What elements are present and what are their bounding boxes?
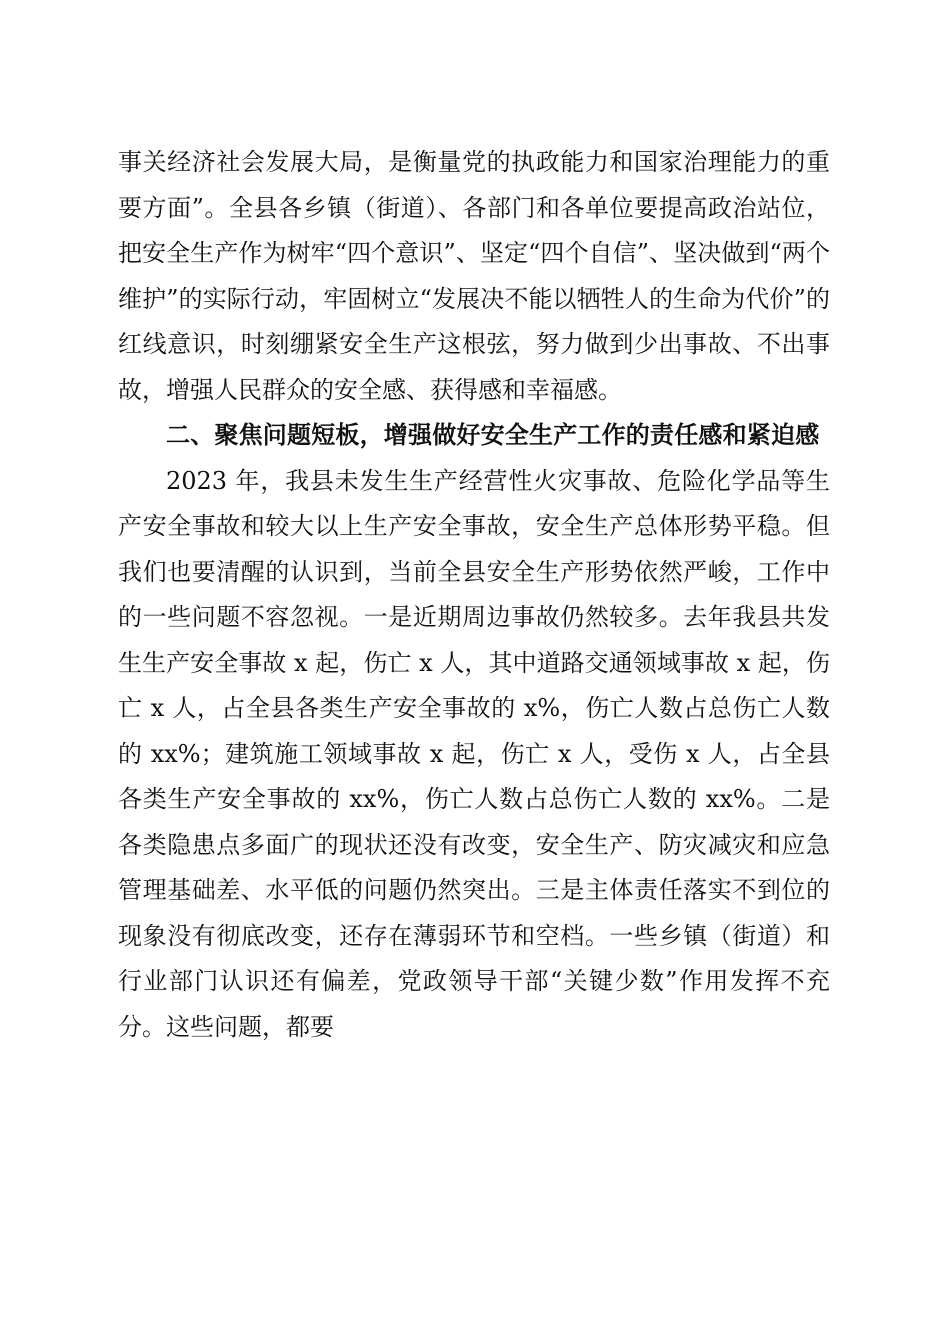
section-heading-2: 二、聚焦问题短板，增强做好安全生产工作的责任感和紧迫感 — [166, 421, 820, 449]
body-paragraph-2: 2023 年，我县未发生生产经营性火灾事故、危险化学品等生产安全事故和较大以上生产安全事故，安全生产总体形势平稳。但我们也要清醒的认识到，当前全县安全生产形势依然严峻，工作中的一些问题不容忽视。一是近期周边事故仍然较多。去年我县共发生生产安全事故 x 起，伤亡 x 人，其中道路交通领域事故 x 起，伤亡 x 人，占全县各类生产安全事故的 x%，伤亡人数占总伤亡人数的 xx%；建筑施工领域事故 x 起，伤亡 x 人，受伤 x 人，占全县各类生产安全事故的 xx%，伤亡人数占总伤亡人数的 xx%。二是各类隐患点多面广的现状还没有改变，安全生产、防灾减灾和应急管理基础差、水平低的问题仍然突出。三是主体责任落实不到位的现象没有彻底改变，还存在薄弱环节和空档。一些乡镇（街道）和行业部门认识还有偏差，党政领导干部“关键少数”作用发挥不充分。这些问题，都要 — [118, 466, 830, 1041]
body-paragraph-1: 事关经济社会发展大局，是衡量党的执政能力和国家治理能力的重要方面”。全县各乡镇（街道）、各部门和各单位要提高政治站位，把安全生产作为树牢“四个意识”、坚定“四个自信”、坚决做到“两个维护”的实际行动，牢固树立“发展决不能以牺牲人的生命为代价”的红线意识，时刻绷紧安全生产这根弦，努力做到少出事故、不出事故，增强人民群众的安全感、获得感和幸福感。 — [118, 148, 830, 404]
document-body — [118, 140, 830, 1050]
